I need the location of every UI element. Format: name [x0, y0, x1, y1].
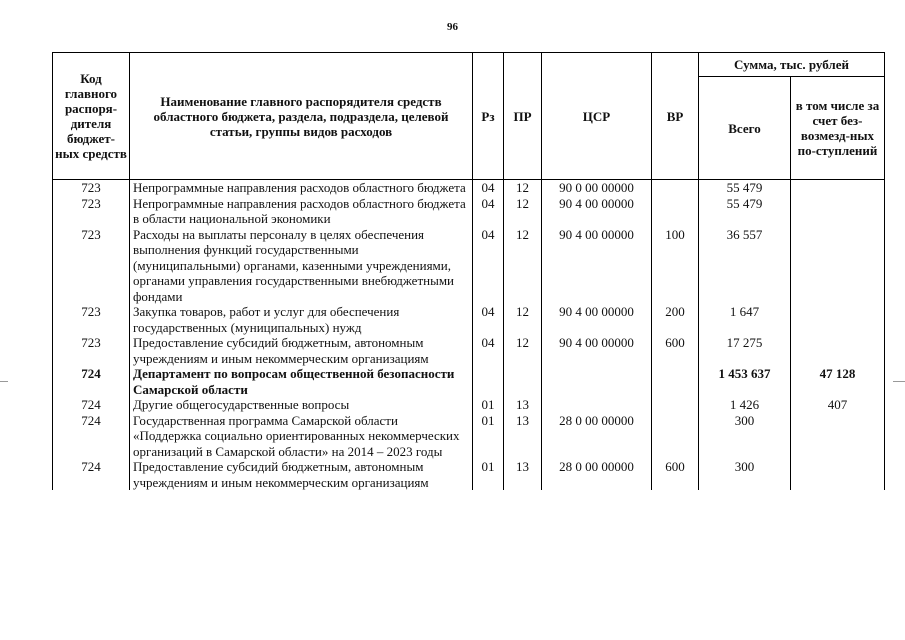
cell-name: Закупка товаров, работ и услуг для обеспечения государственных (муниципальных) нужд — [130, 304, 473, 335]
cell-incl — [791, 335, 885, 366]
scan-mark-left — [0, 381, 8, 382]
table-row — [53, 413, 885, 460]
header-pr: ПР — [504, 53, 542, 180]
cell-vr — [652, 196, 699, 227]
cell-pr: 12 — [504, 335, 542, 366]
cell-rz: 04 — [473, 180, 504, 196]
cell-rz: 04 — [473, 196, 504, 227]
cell-pr — [504, 366, 542, 397]
cell-total: 300 — [699, 413, 791, 460]
cell-csr: 90 4 00 00000 — [542, 335, 652, 366]
budget-table — [52, 52, 885, 490]
cell-name: Другие общегосударственные вопросы — [130, 397, 473, 413]
header-name: Наименование главного распорядителя средств областного бюджета, раздела, подраздела, целевой статьи, группы видов расходов — [130, 53, 473, 180]
cell-total: 55 479 — [699, 196, 791, 227]
table-body — [53, 180, 885, 491]
cell-csr — [542, 397, 652, 413]
cell-code: 723 — [53, 335, 130, 366]
cell-total: 36 557 — [699, 227, 791, 305]
cell-csr: 90 0 00 00000 — [542, 180, 652, 196]
header-sum: Сумма, тыс. рублей — [699, 53, 885, 77]
cell-incl: 407 — [791, 397, 885, 413]
table-row — [53, 459, 885, 490]
cell-rz: 01 — [473, 397, 504, 413]
cell-code: 724 — [53, 366, 130, 397]
cell-code: 723 — [53, 304, 130, 335]
cell-name: Государственная программа Самарской области «Поддержка социально ориентированных некоммерческих организаций в Самарской области» на 2014 – 2023 годы — [130, 413, 473, 460]
page-number: 96 — [447, 21, 458, 33]
cell-pr: 12 — [504, 227, 542, 305]
header-total: Всего — [699, 77, 791, 180]
cell-name: Департамент по вопросам общественной безопасности Самарской области — [130, 366, 473, 397]
cell-vr: 200 — [652, 304, 699, 335]
cell-incl — [791, 459, 885, 490]
cell-rz: 01 — [473, 459, 504, 490]
cell-incl — [791, 196, 885, 227]
cell-pr: 12 — [504, 196, 542, 227]
cell-total: 17 275 — [699, 335, 791, 366]
header-vr: ВР — [652, 53, 699, 180]
cell-pr: 12 — [504, 180, 542, 196]
cell-vr — [652, 397, 699, 413]
cell-name: Непрограммные направления расходов областного бюджета — [130, 180, 473, 196]
cell-name: Предоставление субсидий бюджетным, автономным учреждениям и иным некоммерческим организациям — [130, 335, 473, 366]
header-code: Код главного распоря-дителя бюджет-ных средств — [53, 53, 130, 180]
cell-incl: 47 128 — [791, 366, 885, 397]
cell-vr — [652, 180, 699, 196]
cell-csr — [542, 366, 652, 397]
cell-rz: 04 — [473, 227, 504, 305]
cell-csr: 90 4 00 00000 — [542, 227, 652, 305]
cell-pr: 13 — [504, 459, 542, 490]
table-row — [53, 304, 885, 335]
header-csr: ЦСР — [542, 53, 652, 180]
table-row — [53, 180, 885, 196]
header-incl: в том числе за счет без-возмезд-ных по-ступлений — [791, 77, 885, 180]
cell-csr: 90 4 00 00000 — [542, 196, 652, 227]
cell-incl — [791, 227, 885, 305]
cell-vr — [652, 366, 699, 397]
cell-code: 724 — [53, 459, 130, 490]
cell-code: 724 — [53, 413, 130, 460]
cell-code: 723 — [53, 196, 130, 227]
cell-code: 724 — [53, 397, 130, 413]
cell-total: 1 426 — [699, 397, 791, 413]
table-row — [53, 397, 885, 413]
cell-csr: 28 0 00 00000 — [542, 413, 652, 460]
cell-pr: 12 — [504, 304, 542, 335]
cell-csr: 90 4 00 00000 — [542, 304, 652, 335]
cell-incl — [791, 304, 885, 335]
cell-code: 723 — [53, 180, 130, 196]
cell-total: 1 453 637 — [699, 366, 791, 397]
cell-total: 1 647 — [699, 304, 791, 335]
cell-incl — [791, 180, 885, 196]
cell-code: 723 — [53, 227, 130, 305]
cell-total: 55 479 — [699, 180, 791, 196]
table-row — [53, 196, 885, 227]
cell-csr: 28 0 00 00000 — [542, 459, 652, 490]
cell-incl — [791, 413, 885, 460]
cell-vr: 100 — [652, 227, 699, 305]
cell-rz: 04 — [473, 304, 504, 335]
cell-name: Непрограммные направления расходов областного бюджета в области национальной экономики — [130, 196, 473, 227]
cell-rz: 01 — [473, 413, 504, 460]
table-row — [53, 227, 885, 305]
cell-vr: 600 — [652, 335, 699, 366]
table-header — [53, 53, 885, 180]
cell-rz: 04 — [473, 335, 504, 366]
cell-name: Расходы на выплаты персоналу в целях обеспечения выполнения функций государственными (муниципальными) органами, казенными учреждениями, органами управления государственными внебюджетными фондами — [130, 227, 473, 305]
cell-name: Предоставление субсидий бюджетным, автономным учреждениям и иным некоммерческим организациям — [130, 459, 473, 490]
table-row — [53, 335, 885, 366]
cell-vr — [652, 413, 699, 460]
cell-pr: 13 — [504, 397, 542, 413]
scan-mark-right — [893, 381, 905, 382]
cell-pr: 13 — [504, 413, 542, 460]
cell-rz — [473, 366, 504, 397]
cell-total: 300 — [699, 459, 791, 490]
table-row — [53, 366, 885, 397]
header-rz: Рз — [473, 53, 504, 180]
cell-vr: 600 — [652, 459, 699, 490]
